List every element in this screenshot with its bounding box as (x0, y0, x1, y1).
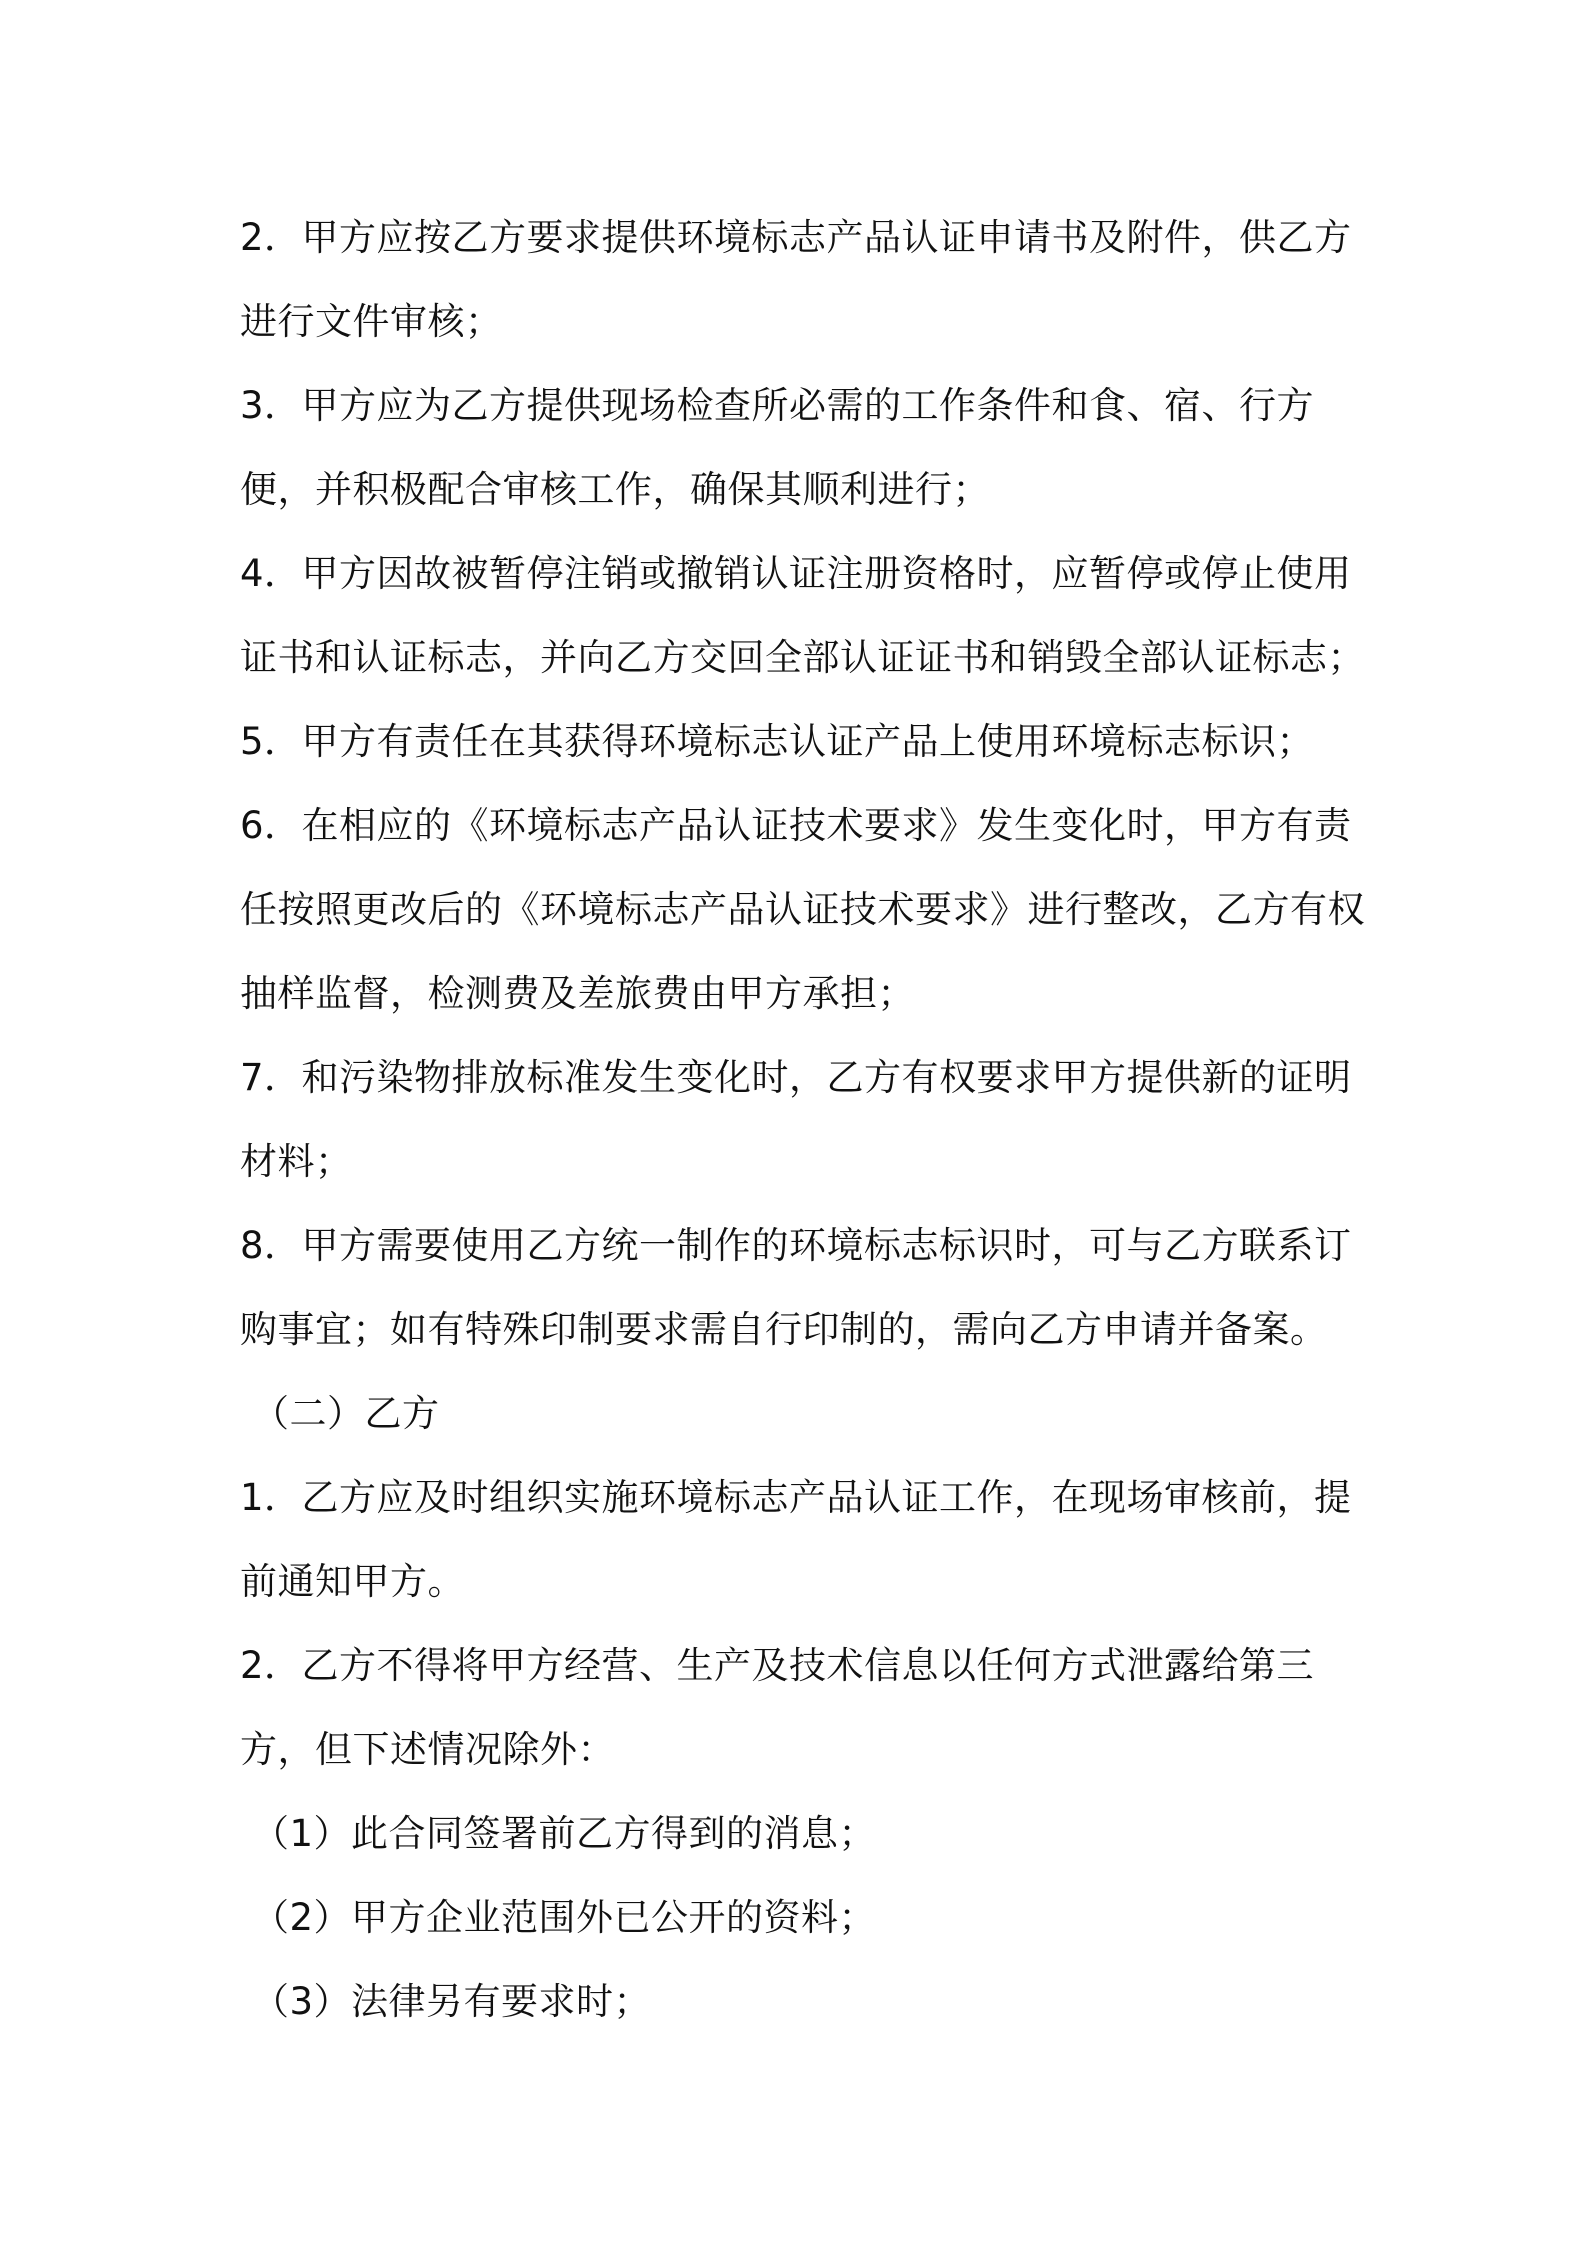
sub-clause-item: （1）此合同签署前乙方得到的消息； (252, 1812, 877, 1855)
document-body (240, 196, 1380, 2044)
clause-paragraph: 7．和污染物排放标准发生变化时，乙方有权要求甲方提供新的证明材料； (240, 1056, 1352, 1183)
section-heading: （二）乙方 (252, 1392, 440, 1435)
sub-clause-item: （3）法律另有要求时； (252, 1980, 652, 2023)
clause-paragraph: 8．甲方需要使用乙方统一制作的环境标志标识时，可与乙方联系订购事宜；如有特殊印制要求需自行印制的，需向乙方申请并备案。 (240, 1224, 1352, 1351)
clause-paragraph: 5．甲方有责任在其获得环境标志认证产品上使用环境标志标识； (240, 720, 1315, 763)
sub-clause-item: （2）甲方企业范围外已公开的资料； (252, 1896, 877, 1939)
clause-paragraph: 4．甲方因故被暂停注销或撤销认证注册资格时，应暂停或停止使用证书和认证标志，并向乙方交回全部认证证书和销毁全部认证标志； (240, 552, 1365, 679)
clause-paragraph: 3．甲方应为乙方提供现场检查所必需的工作条件和食、宿、行方便，并积极配合审核工作，确保其顺利进行； (240, 384, 1315, 511)
clause-paragraph: 2．甲方应按乙方要求提供环境标志产品认证申请书及附件，供乙方进行文件审核； (240, 216, 1352, 343)
clause-paragraph: 6．在相应的《环境标志产品认证技术要求》发生变化时，甲方有责任按照更改后的《环境标志产品认证技术要求》进行整改，乙方有权抽样监督，检测费及差旅费由甲方承担； (240, 804, 1365, 1015)
clause-paragraph: 1．乙方应及时组织实施环境标志产品认证工作，在现场审核前，提前通知甲方。 (240, 1476, 1352, 1603)
clause-paragraph: 2．乙方不得将甲方经营、生产及技术信息以任何方式泄露给第三方，但下述情况除外： (240, 1644, 1315, 1771)
